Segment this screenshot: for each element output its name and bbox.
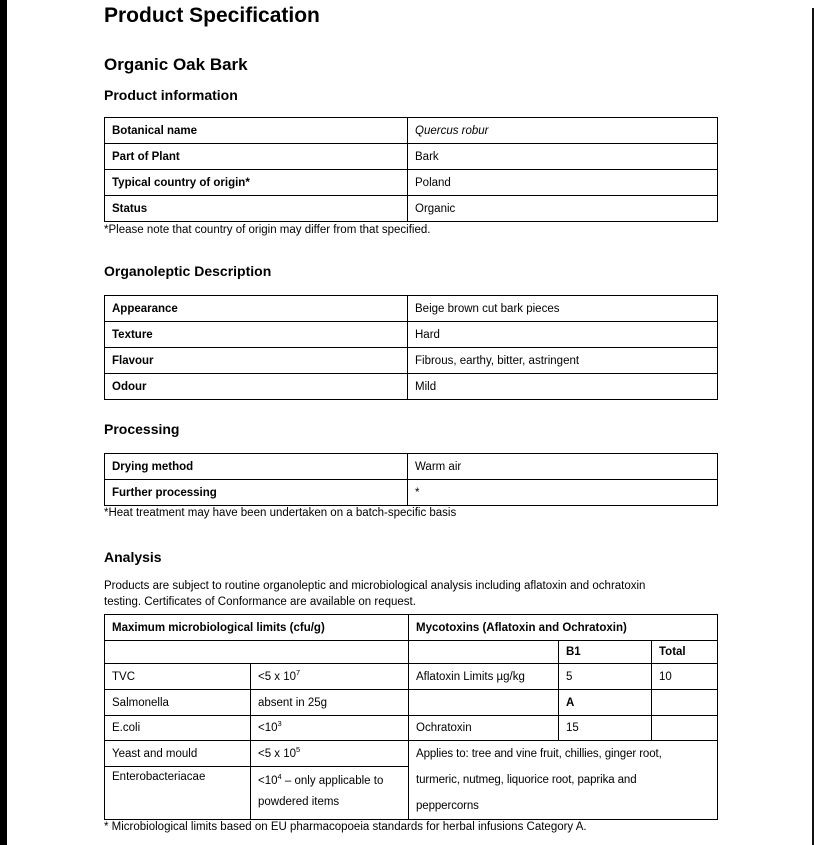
limit-qualifier: – only applicable to powdered items	[258, 775, 384, 809]
table-row	[105, 690, 718, 716]
cell-label: Drying method	[105, 454, 408, 480]
processing-table	[104, 453, 718, 506]
table-row	[105, 118, 718, 144]
micro-limit	[251, 664, 409, 690]
cell-value: Bark	[408, 144, 718, 170]
cell-label: Typical country of origin*	[105, 170, 408, 196]
cell-value: Warm air	[408, 454, 718, 480]
page-right-edge	[812, 8, 814, 845]
applies-to-line-1: Applies to: tree and vine fruit, chillies, ginger root,	[416, 748, 662, 760]
section-heading-organoleptic: Organoleptic Description	[104, 263, 272, 279]
applies-to-line-2: turmeric, nutmeg, liquorice root, paprika and	[416, 774, 637, 786]
heat-treatment-note: *Heat treatment may have been undertaken on a batch-specific basis	[104, 507, 457, 519]
table-row	[105, 348, 718, 374]
cell-value: Quercus robur	[408, 118, 718, 144]
cell-value: Fibrous, earthy, bitter, astringent	[408, 348, 718, 374]
table-row	[105, 454, 718, 480]
table-row	[105, 322, 718, 348]
cell-label: Texture	[105, 322, 408, 348]
cell-label: Appearance	[105, 296, 408, 322]
cell-label: Botanical name	[105, 118, 408, 144]
myco-name	[409, 690, 559, 716]
microbiological-footnote: * Microbiological limits based on EU pharmacopoeia standards for herbal infusions Category A.	[104, 821, 587, 833]
myco-total-value: 10	[652, 664, 718, 690]
micro-limits-header: Maximum microbiological limits (cfu/g)	[105, 615, 409, 641]
cell-value: Mild	[408, 374, 718, 400]
section-heading-product-information: Product information	[104, 87, 238, 103]
table-row	[105, 296, 718, 322]
micro-name: Salmonella	[105, 690, 251, 716]
column-header-b1: B1	[559, 641, 652, 664]
micro-limit	[251, 690, 409, 716]
product-name-heading: Organic Oak Bark	[104, 55, 248, 74]
cell-label: Status	[105, 196, 408, 222]
limit-text: <10	[258, 775, 278, 788]
micro-name: Yeast and mould	[105, 741, 251, 767]
product-information-table	[104, 117, 718, 222]
myco-b1-value: 5	[559, 664, 652, 690]
limit-text: <5 x 10	[258, 747, 297, 760]
cell-value: Hard	[408, 322, 718, 348]
micro-limit	[251, 716, 409, 741]
myco-b1-value: 15	[559, 716, 652, 741]
analysis-intro-line-2: testing. Certificates of Conformance are available on request.	[104, 596, 416, 608]
myco-name: Aflatoxin Limits µg/kg	[409, 664, 559, 690]
table-row	[105, 196, 718, 222]
cell-label: Further processing	[105, 480, 408, 506]
myco-total-value	[652, 690, 718, 716]
empty-cell	[105, 641, 409, 664]
empty-cell	[409, 641, 559, 664]
mycotoxins-header: Mycotoxins (Aflatoxin and Ochratoxin)	[409, 615, 718, 641]
cell-value: Beige brown cut bark pieces	[408, 296, 718, 322]
limit-text: <5 x 10	[258, 670, 297, 683]
micro-limit	[251, 767, 409, 820]
analysis-table	[104, 614, 718, 820]
table-row	[105, 480, 718, 506]
analysis-intro	[104, 578, 645, 610]
table-row	[105, 170, 718, 196]
table-row	[105, 716, 718, 741]
page-title: Product Specification	[104, 4, 320, 27]
table-row	[105, 374, 718, 400]
applies-to-cell	[409, 741, 718, 820]
cell-label: Flavour	[105, 348, 408, 374]
limit-exponent: 3	[277, 719, 282, 729]
micro-name: TVC	[105, 664, 251, 690]
limit-exponent: 5	[296, 744, 301, 754]
myco-name: Ochratoxin	[409, 716, 559, 741]
column-header-total: Total	[652, 641, 718, 664]
limit-text: absent in 25g	[258, 696, 328, 709]
cell-label: Odour	[105, 374, 408, 400]
applies-to-line-3: peppercorns	[416, 800, 479, 812]
cell-value: *	[408, 480, 718, 506]
limit-text: <10	[258, 722, 278, 734]
section-heading-analysis: Analysis	[104, 549, 162, 565]
table-header-row	[105, 615, 718, 641]
micro-limit	[251, 741, 409, 767]
table-row	[105, 741, 718, 767]
table-subheader-row	[105, 641, 718, 664]
limit-exponent: 7	[296, 667, 301, 677]
cell-value: Organic	[408, 196, 718, 222]
myco-b1-value: A	[559, 690, 652, 716]
limit-exponent: 4	[277, 772, 282, 782]
organoleptic-table	[104, 295, 718, 400]
page-left-edge	[0, 0, 7, 845]
section-heading-processing: Processing	[104, 421, 180, 437]
table-row	[105, 664, 718, 690]
table-row	[105, 144, 718, 170]
country-of-origin-note: *Please note that country of origin may differ from that specified.	[104, 224, 431, 236]
micro-name: Enterobacteriacae	[105, 767, 251, 820]
cell-value: Poland	[408, 170, 718, 196]
cell-label: Part of Plant	[105, 144, 408, 170]
analysis-intro-line-1: Products are subject to routine organoleptic and microbiological analysis including aflatoxin and ochratoxin	[104, 580, 646, 592]
myco-total-value	[652, 716, 718, 741]
micro-name: E.coli	[105, 716, 251, 741]
